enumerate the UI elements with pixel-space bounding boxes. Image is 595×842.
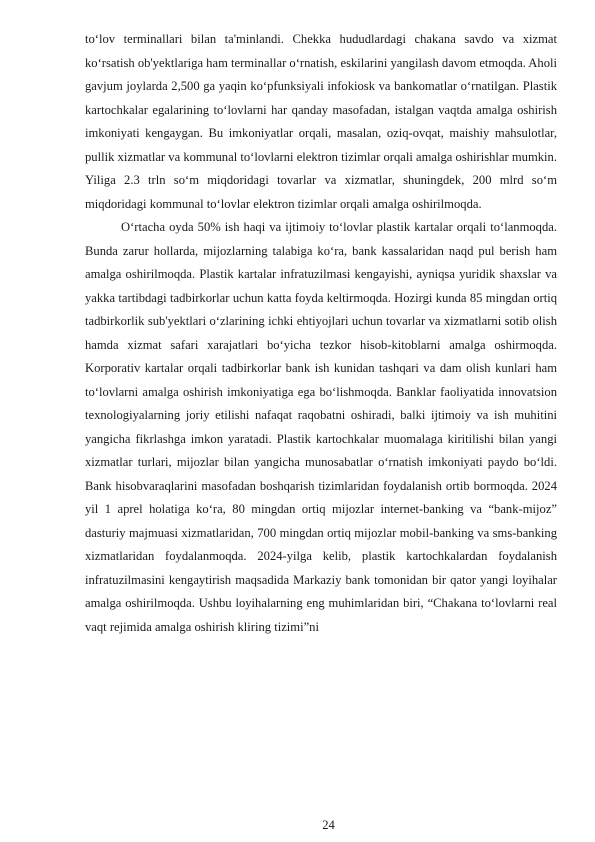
body-text (85, 28, 557, 639)
paragraph-continued: to‘lov terminallari bilan ta'minlandi. Chekka hududlardagi chakana savdo va xizmat ko‘rsatish ob'yektlariga ham terminallar o‘rnatish, eskilarini yangilash davom etmoqda. Aholi gavjum joylarda 2,500 ga yaqin ko‘pfunksiyali infokiosk va bankomatlar o‘rnatilgan. Plastik kartochkalar egalarining to‘lovlarni har qanday masofadan, istalgan vaqtda amalga oshirish imkoniyati kengaygan. Bu imkoniyatlar orqali, masalan, oziq-ovqat, maishiy mahsulotlar, pullik xizmatlar va kommunal to‘lovlarni elektron tizimlar orqali amalga oshirishlar mumkin. Yiliga 2.3 trln so‘m miqdoridagi tovarlar va xizmatlar, shuningdek, 200 mlrd so‘m miqdoridagi kommunal to‘lovlar elektron tizimlar orqali amalga oshirilmoqda. (85, 32, 557, 211)
page-number: 24 (322, 818, 335, 832)
paragraph: O‘rtacha oyda 50% ish haqi va ijtimoiy to‘lovlar plastik kartalar orqali to‘lanmoqda. Bunda zarur hollarda, mijozlarning talabiga ko‘ra, bank kassalaridan naqd pul berish ham amalga oshirilmoqda. Plastik kartalar infratuzilmasi kengayishi, ayniqsa yuridik shaxslar va yakka tartibdagi tadbirkorlar uchun katta foyda keltirmoqda. Hozirgi kunda 85 mingdan ortiq tadbirkorlik sub'yektlari o‘zlarining ichki ehtiyojlari uchun tovarlar va xizmatlarni sotib olish hamda xizmat safari xarajatlari bo‘yicha tezkor hisob-kitoblarni amalga oshirmoqda. Korporativ kartalar orqali tadbirkorlar bank ish kunidan tashqari va dam olish kunlari ham to‘lovlarni amalga oshirish imkoniyatiga ega bo‘lishmoqda. Banklar faoliyatida innovatsion texnologiyalarning joriy etilishi nafaqat raqobatni oshiradi, balki ijtimoiy va ish muhitini yangicha fikrlashga imkon yaratadi. Plastik kartochkalar muomalaga kiritilishi bilan yangi xizmatlar turlari, mijozlar bilan yangicha munosabatlar o‘rnatish imkoniyati paydo bo‘ldi. Bank hisobvaraqlarini masofadan boshqarish tizimlaridan foydalanish ortib bormoqda. 2024 yil 1 aprel holatiga ko‘ra, 80 mingdan ortiq mijozlar internet-banking va “bank-mijoz” dasturiy majmuasi xizmatlaridan, 700 mingdan ortiq mijozlar mobil-banking va sms-banking xizmatlaridan foydalanmoqda. 2024-yilga kelib, plastik kartochkalardan foydalanish infratuzilmasini kengaytirish maqsadida Markaziy bank tomonidan bir qator yangi loyihalar amalga oshirilmoqda. Ushbu loyihalarning eng muhimlaridan biri, “Chakana to‘lovlarni real vaqt rejimida amalga oshirish kliring tizimi”ni (85, 220, 557, 634)
